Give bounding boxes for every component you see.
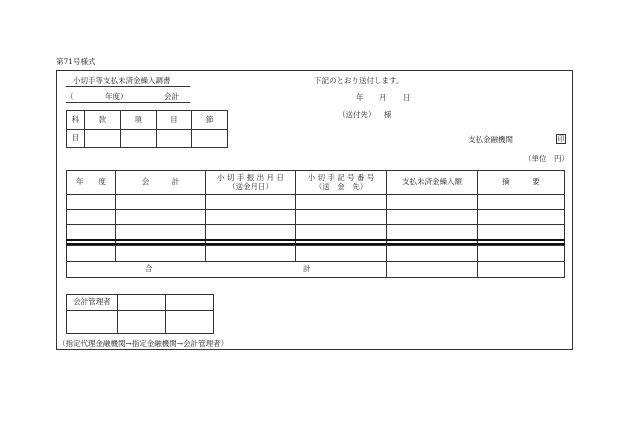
manager-table (66, 294, 214, 334)
recipient-honorific: 様 (384, 110, 392, 119)
total-label-right: 計 (303, 264, 311, 273)
total-row (67, 262, 565, 278)
classification-side-top: 科 (67, 111, 85, 130)
header-issue-date-top: 小 切 手 振 出 月 日 (217, 172, 284, 182)
table-row (67, 210, 565, 225)
classification-cell (156, 130, 192, 148)
total-label-cell (67, 262, 387, 278)
manager-label: 会計管理者 (67, 295, 118, 311)
header-check-no-bottom: （送 金 先） (314, 181, 368, 191)
seal-mark: 印 (557, 135, 565, 143)
manager-cell (118, 311, 166, 334)
account-label: 会計 (164, 92, 179, 101)
payer-label: 支払金融機関 (468, 135, 513, 144)
fiscal-year-label: 年度） (105, 92, 128, 101)
classification-header-kou: 項 (120, 111, 156, 130)
manager-cell (166, 295, 214, 311)
classification-table (66, 110, 228, 148)
table-row (67, 195, 565, 210)
table-row (67, 246, 565, 262)
unit-label: （単位 円） (524, 154, 569, 163)
main-table (66, 170, 565, 278)
header-year: 年 度 (67, 171, 116, 195)
header-amount: 支払未済金繰入額 (387, 171, 478, 195)
total-label-left: 合 (145, 264, 153, 273)
header-check-no (296, 171, 387, 195)
title-underline (66, 86, 190, 87)
classification-side-bottom: 目 (67, 130, 85, 148)
classification-cell (85, 130, 121, 148)
routing-note: （指定代理金融機関→指定金融機関→会計管理者） (58, 339, 229, 348)
classification-header-kan: 款 (85, 111, 121, 130)
classification-header-moku: 目 (156, 111, 192, 130)
manager-cell (67, 311, 118, 334)
total-amount (387, 262, 478, 278)
manager-cell (166, 311, 214, 334)
date-month: 月 (379, 93, 387, 102)
fiscal-year-underline (66, 102, 190, 103)
form-title: 小切手等支払未済金繰入調書 (73, 76, 171, 85)
recipient-label: （送付先） (338, 110, 376, 119)
form-number: 第71号様式 (56, 57, 96, 66)
double-rule-upper (66, 239, 565, 241)
header-issue-date (206, 171, 296, 195)
total-remarks (478, 262, 565, 278)
notice-text: 下記のとおり送付します。 (314, 76, 404, 85)
table-row (67, 225, 565, 240)
header-account: 会 計 (116, 171, 206, 195)
header-remarks: 摘 要 (478, 171, 565, 195)
double-rule-lower (66, 243, 565, 245)
classification-cell (120, 130, 156, 148)
date-year: 年 (356, 93, 364, 102)
header-check-no-top: 小 切 手 記 号 番 号 (307, 172, 375, 182)
header-issue-date-bottom: （送金月日） (228, 181, 273, 191)
manager-cell (118, 295, 166, 311)
date-day: 日 (403, 93, 411, 102)
classification-header-setsu: 節 (192, 111, 228, 130)
fiscal-year-open: （ (66, 92, 74, 101)
classification-cell (192, 130, 228, 148)
